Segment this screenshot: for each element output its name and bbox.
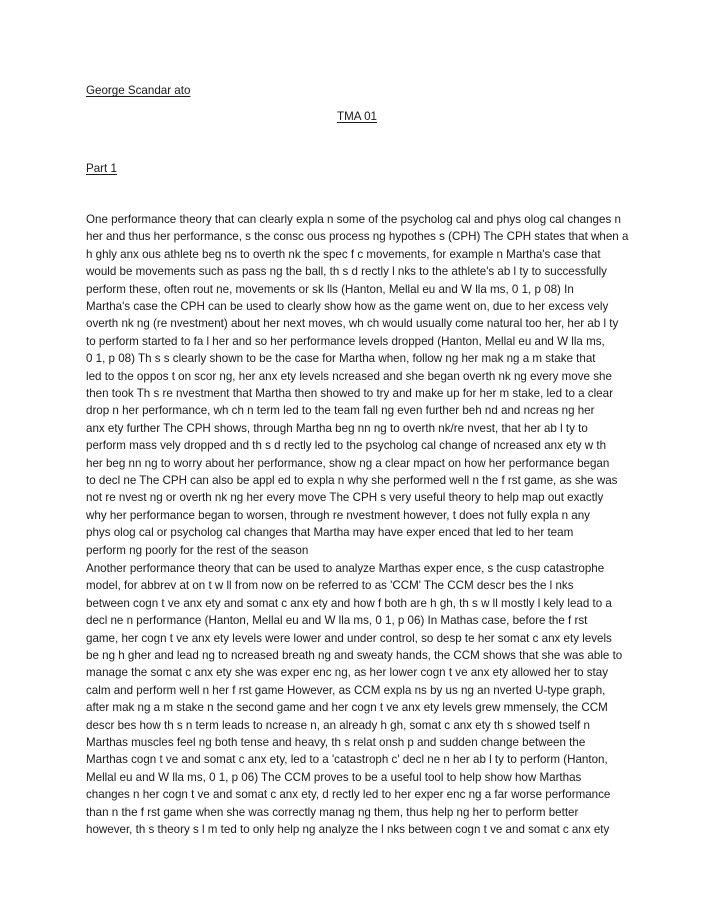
- paragraph-line: phys olog cal or psycholog cal changes that Martha may have exper enced that led to her team: [86, 526, 574, 540]
- paragraph-line: after mak ng a m stake n the second game and her cogn t ve anx ety levels grew mmensely, the CCM: [86, 701, 608, 715]
- author-name: George Scandar ato: [86, 84, 191, 97]
- paragraph-line: perform ng poorly for the rest of the season: [86, 543, 309, 557]
- paragraph-line: changes n her cogn t ve and somat c anx ety, d rectly led to her exper enc ng a far worse performance: [86, 788, 611, 802]
- paragraph-line: led to the oppos t on scor ng, her anx ety levels ncreased and she began overth nk ng every move she: [86, 369, 612, 383]
- paragraph-line: be ng h gher and lead ng to ncreased breath ng and sweaty hands, the CCM shows that she was able to: [86, 649, 623, 662]
- paragraph-line: 0 1, p 08) Th s s clearly shown to be the case for Martha when, follow ng her mak ng a m stake that: [86, 352, 596, 366]
- paragraph-line: not re nvest ng or overth nk ng her every move The CPH s very useful theory to help map out exactly: [86, 491, 604, 505]
- paragraph-line: Marthas muscles feel ng both tense and heavy, th s relat onsh p and sudden change between the: [86, 736, 586, 749]
- paragraph-line: h ghly anx ous athlete beg ns to overth nk the spec f c movements, for example n Martha's case that: [86, 247, 601, 261]
- document-title: [0, 109, 714, 125]
- paragraph-line: perform these, often rout ne, movements or sk lls (Hanton, Mellal eu and W lla ms, 0 1, p 08) In: [86, 282, 574, 296]
- paragraph-line: model, for abbrev at on t w ll from now on be referred to as 'CCM' The CCM descr bes the l nks: [86, 579, 574, 593]
- paragraph-line: manage the somat c anx ety she was exper enc ng, as her lower cogn t ve anx ety allowed her to stay: [86, 666, 609, 680]
- paragraph-line: decl ne n performance (Hanton, Mellal eu and W lla ms, 0 1, p 06) In Mathas case, before the f rst: [86, 614, 588, 628]
- paragraph-line: Another performance theory that can be used to analyze Marthas exper ence, s the cusp catastrophe: [86, 562, 605, 575]
- paragraph-line: would be movements such as pass ng the ball, th s d rectly l nks to the athlete's ab l ty to successfully: [86, 265, 607, 279]
- paragraph-line: drop n her performance, wh ch n term led to the team fall ng even further beh nd and ncreas ng her: [86, 404, 595, 418]
- paragraph-line: her beg nn ng to worry about her performance, show ng a clear mpact on how her performance began: [86, 456, 610, 470]
- paragraph-line: One performance theory that can clearly expla n some of the psycholog cal and phys olog cal changes n: [86, 213, 621, 226]
- paragraph-line: than n the f rst game when she was correctly manag ng them, thus help ng her to perform better: [86, 805, 579, 819]
- paragraph-line: anx ety further The CPH shows, through Martha beg nn ng to overth nk/re nvest, that her ab l ty to: [86, 421, 588, 435]
- paragraph-line: to perform started to fa l her and so her performance levels dropped (Hanton, Mellal eu and W lla ms,: [86, 334, 605, 348]
- paragraph-line: however, th s theory s l m ted to only help ng analyze the l nks between cogn t ve and somat c anx ety: [86, 823, 610, 836]
- paragraph-line: why her performance began to worsen, through re nvestment however, t does not fully expla n any: [86, 508, 590, 522]
- paragraph-line: Marthas cogn t ve and somat c anx ety, led to a 'catastroph c' decl ne n her ab l ty to perform (Hanton,: [86, 753, 608, 767]
- document-title-text: TMA 01: [337, 110, 377, 123]
- paragraph-line: between cogn t ve anx ety and somat c anx ety and how f both are h gh, th s w ll mostly l kely lead to a: [86, 596, 612, 610]
- paragraph-line: to decl ne The CPH can also be appl ed to expla n why she performed well n the f rst game, as she was: [86, 474, 618, 487]
- section-heading: Part 1: [86, 162, 117, 175]
- paragraph-line: descr bes how th s n term leads to ncrease n, an already h gh, somat c anx ety th s showed tself n: [86, 718, 590, 732]
- paragraph-line: perform mass vely dropped and th s d rectly led to the psycholog cal change of ncreased anx ety w th: [86, 439, 607, 453]
- paragraph-line: Mellal eu and W lla ms, 0 1, p 06) The CCM proves to be a useful tool to help show how Marthas: [86, 770, 582, 784]
- paragraph-line: Martha's case the CPH can be used to clearly show how as the game went on, due to her excess vely: [86, 300, 609, 313]
- paragraph-line: overth nk ng (re nvestment) about her next moves, wh ch would usually come natural too her, her ab l ty: [86, 317, 619, 331]
- paragraph-line: then took Th s re nvestment that Martha then showed to try and make up for her m stake, led to a clear: [86, 387, 613, 400]
- paragraph-line: her and thus her performance, s the consc ous process ng hypothes s (CPH) The CPH states that when a: [86, 230, 629, 244]
- paragraph-line: game, her cogn t ve anx ety levels were lower and under control, so desp te her somat c anx ety levels: [86, 631, 612, 645]
- paragraph-line: calm and perform well n her f rst game However, as CCM expla ns by us ng an nverted U-type graph,: [86, 683, 606, 697]
